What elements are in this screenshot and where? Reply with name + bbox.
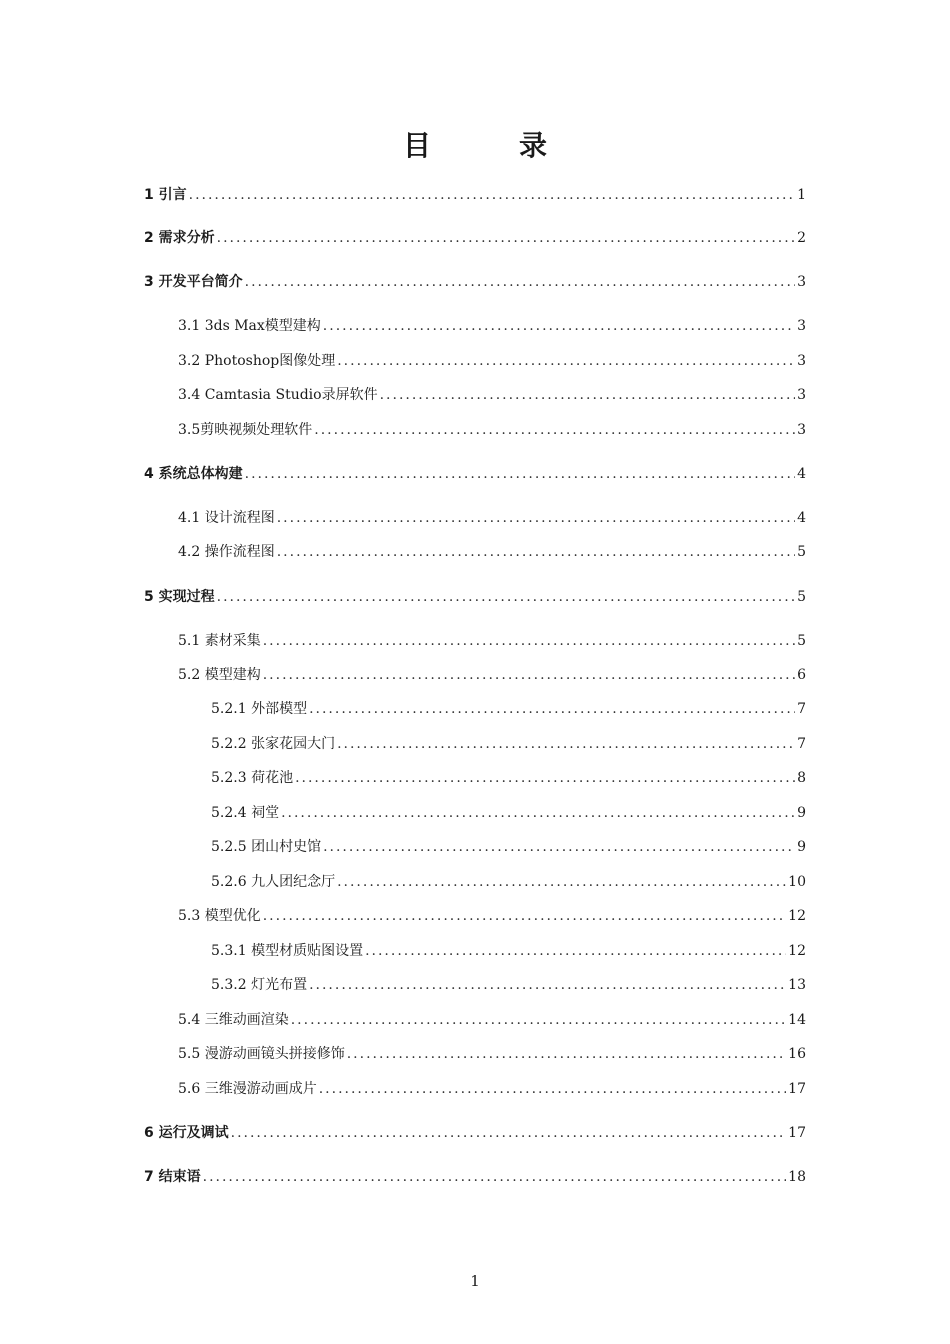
toc-leader-dots (380, 384, 795, 406)
toc-entry-label: 5.6 三维漫游动画成片 (178, 1081, 317, 1097)
toc-entry-5-2-4[interactable] (144, 802, 806, 824)
toc-entry-label: 3.1 3ds Max模型建构 (178, 318, 321, 334)
toc-leader-dots (263, 664, 795, 686)
toc-entry-label: 3.5剪映视频处理软件 (178, 422, 313, 438)
toc-entry-label: 5.3.1 模型材质贴图设置 (211, 943, 364, 959)
toc-entry-label: 5.2 模型建构 (178, 667, 261, 683)
toc-entry-5-6[interactable] (144, 1078, 806, 1100)
toc-entry-label: 6 运行及调试 (144, 1125, 229, 1141)
toc-leader-dots (295, 767, 795, 789)
toc-entry-page: 4 (797, 466, 806, 482)
toc-leader-dots (189, 184, 795, 206)
toc-entry-3-4[interactable] (144, 384, 806, 406)
toc-entry-4[interactable] (144, 463, 806, 485)
toc-entry-2[interactable] (144, 227, 806, 249)
toc-leader-dots (365, 940, 786, 962)
toc-entry-page: 9 (797, 839, 806, 855)
toc-leader-dots (314, 419, 795, 441)
toc-entry-5-3-1[interactable] (144, 940, 806, 962)
toc-entry-label: 5.2.6 九人团纪念厅 (211, 874, 336, 890)
toc-entry-page: 2 (797, 230, 806, 246)
toc-entry-5-1[interactable] (144, 630, 806, 652)
toc-entry-label: 3 开发平台简介 (144, 274, 243, 290)
toc-leader-dots (319, 1078, 786, 1100)
toc-entry-page: 18 (788, 1169, 806, 1185)
toc-entry-5[interactable] (144, 586, 806, 608)
toc-entry-page: 3 (797, 387, 806, 403)
toc-leader-dots (217, 227, 795, 249)
toc-entry-5-2-6[interactable] (144, 871, 806, 893)
toc-entry-5-3[interactable] (144, 905, 806, 927)
toc-entry-page: 5 (797, 544, 806, 560)
toc-entry-label: 5.2.4 祠堂 (211, 805, 280, 821)
toc-leader-dots (337, 733, 795, 755)
toc-entry-label: 5.3.2 灯光布置 (211, 977, 308, 993)
toc-entry-label: 4.1 设计流程图 (178, 510, 275, 526)
toc-leader-dots (245, 271, 795, 293)
toc-leader-dots (217, 586, 795, 608)
toc-entry-4-2[interactable] (144, 541, 806, 563)
toc-entry-page: 5 (797, 589, 806, 605)
toc-entry-3-5[interactable] (144, 419, 806, 441)
toc-entry-label: 5.2.3 荷花池 (211, 770, 294, 786)
page-title: 目 录 (402, 129, 577, 162)
toc-leader-dots (203, 1166, 787, 1188)
toc-leader-dots (245, 463, 795, 485)
toc-entry-label: 3.2 Photoshop图像处理 (178, 353, 336, 369)
toc-entry-label: 4 系统总体构建 (144, 466, 243, 482)
toc-entry-label: 5.2.2 张家花园大门 (211, 736, 336, 752)
toc-entry-7[interactable] (144, 1166, 806, 1188)
toc-entry-page: 3 (797, 318, 806, 334)
toc-entry-5-2-5[interactable] (144, 836, 806, 858)
toc-entry-label: 5.2.5 团山村史馆 (211, 839, 322, 855)
toc-entry-page: 10 (788, 874, 806, 890)
toc-entry-label: 5.3 模型优化 (178, 908, 261, 924)
toc-leader-dots (323, 315, 795, 337)
toc-leader-dots (323, 836, 795, 858)
toc-entry-page: 6 (797, 667, 806, 683)
toc-entry-5-5[interactable] (144, 1043, 806, 1065)
toc-entry-page: 8 (797, 770, 806, 786)
toc-leader-dots (337, 350, 795, 372)
toc-leader-dots (277, 507, 795, 529)
toc-entry-3-2[interactable] (144, 350, 806, 372)
toc-entry-page: 7 (797, 701, 806, 717)
toc-entry-page: 3 (797, 353, 806, 369)
toc-entry-page: 12 (788, 943, 806, 959)
toc-entry-6[interactable] (144, 1122, 806, 1144)
toc-entry-label: 2 需求分析 (144, 230, 215, 246)
toc-leader-dots (337, 871, 786, 893)
toc-entry-label: 5.1 素材采集 (178, 633, 261, 649)
toc-entry-page: 17 (788, 1125, 806, 1141)
toc-entry-label: 3.4 Camtasia Studio录屏软件 (178, 387, 378, 403)
toc-entry-5-3-2[interactable] (144, 974, 806, 996)
toc-entry-page: 7 (797, 736, 806, 752)
toc-entry-page: 3 (797, 422, 806, 438)
toc-entry-4-1[interactable] (144, 507, 806, 529)
toc-leader-dots (277, 541, 795, 563)
toc-entry-page: 3 (797, 274, 806, 290)
toc-entry-label: 5 实现过程 (144, 589, 215, 605)
page-number: 1 (470, 1272, 480, 1290)
toc-leader-dots (291, 1009, 786, 1031)
toc-entry-label: 5.4 三维动画渲染 (178, 1012, 289, 1028)
toc-entry-page: 4 (797, 510, 806, 526)
toc-leader-dots (263, 630, 795, 652)
toc-leader-dots (231, 1122, 787, 1144)
toc-entry-page: 5 (797, 633, 806, 649)
toc-entry-page: 14 (788, 1012, 806, 1028)
toc-leader-dots (281, 802, 795, 824)
toc-entry-label: 5.5 漫游动画镜头拼接修饰 (178, 1046, 345, 1062)
toc-entry-page: 9 (797, 805, 806, 821)
toc-entry-label: 4.2 操作流程图 (178, 544, 275, 560)
toc-entry-page: 12 (788, 908, 806, 924)
toc-entry-page: 16 (788, 1046, 806, 1062)
toc-entry-label: 1 引言 (144, 187, 187, 203)
toc-entry-page: 1 (797, 187, 806, 203)
toc-entry-1[interactable] (144, 184, 806, 206)
toc-entry-5-4[interactable] (144, 1009, 806, 1031)
toc-entry-5-2-2[interactable] (144, 733, 806, 755)
toc-entry-5-2-3[interactable] (144, 767, 806, 789)
toc-entry-page: 13 (788, 977, 806, 993)
toc-leader-dots (263, 905, 786, 927)
toc-entry-3-1[interactable] (144, 315, 806, 337)
toc-leader-dots (309, 974, 786, 996)
toc-entry-label: 7 结束语 (144, 1169, 201, 1185)
toc-entry-5-2[interactable] (144, 664, 806, 686)
toc-leader-dots (347, 1043, 786, 1065)
toc-entry-5-2-1[interactable] (144, 698, 806, 720)
toc-entry-3[interactable] (144, 271, 806, 293)
toc-entry-label: 5.2.1 外部模型 (211, 701, 308, 717)
toc-leader-dots (309, 698, 795, 720)
toc-entry-page: 17 (788, 1081, 806, 1097)
